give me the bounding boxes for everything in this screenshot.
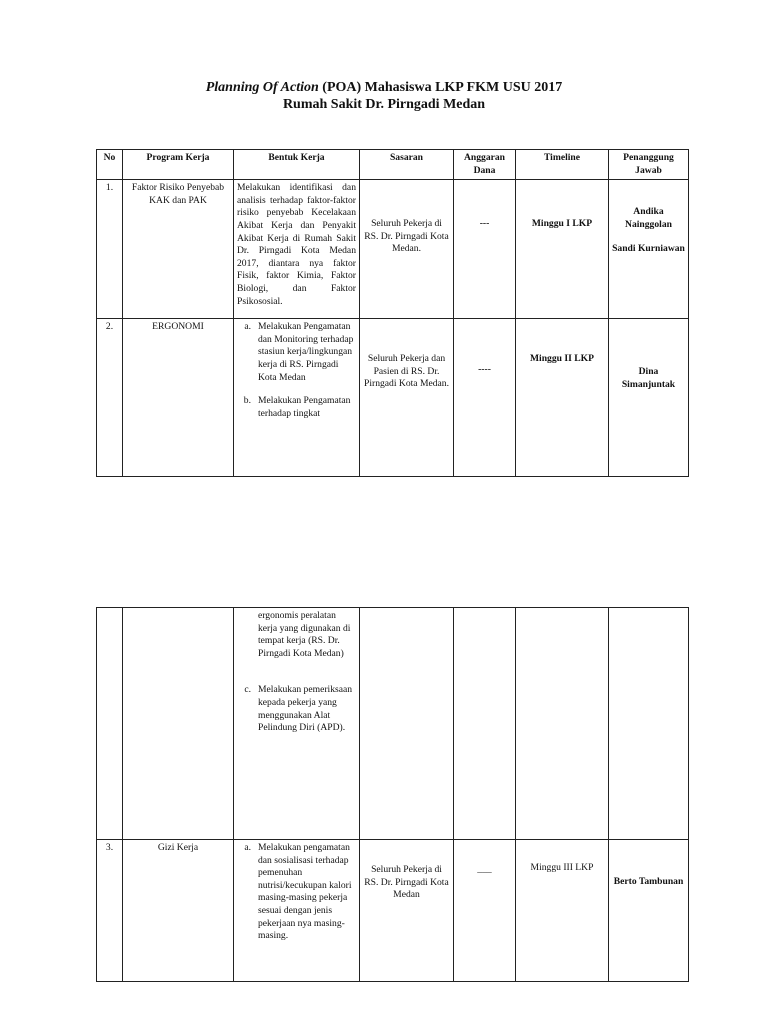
row-anggaran: ___	[454, 840, 516, 982]
table-header-row	[97, 150, 689, 180]
list-text: Melakukan pengamatan dan sosialisasi terhadap pemenuhan nutrisi/kecukupan kalori masing-masing pekerja sesuai dengan jenis pekerjaan nya masing-masing.	[258, 842, 352, 942]
row-penanggung-jawab	[609, 180, 689, 319]
list-marker: b.	[243, 395, 251, 407]
row-timeline	[516, 608, 609, 840]
pj-name: Sandi Kurniawan	[612, 243, 685, 255]
list-text: ergonomis peralatan kerja yang digunakan di tempat kerja (RS. Dr. Pirngadi Kota Medan)	[258, 610, 351, 659]
header-bentuk-kerja: Bentuk Kerja	[234, 150, 360, 180]
pj-name: Andika Nainggolan	[625, 206, 672, 230]
row-program	[123, 608, 234, 840]
row-penanggung-jawab	[609, 608, 689, 840]
row-no: 3.	[97, 840, 123, 982]
table-row	[97, 840, 689, 982]
row-timeline: Minggu II LKP	[516, 319, 609, 477]
row-anggaran	[454, 608, 516, 840]
header-no: No	[97, 150, 123, 180]
list-item	[237, 321, 356, 384]
row-no: 2.	[97, 319, 123, 477]
row-bentuk: Melakukan identifikasi dan analisis terhadap faktor-faktor risiko penyebab Kecelakaan Akibat Kerja dan Penyakit Akibat Kerja di Rumah Sakit Dr. Pirngadi Kota Medan 2017, diantara nya faktor Fisik, faktor Kimia, Faktor Biologi, dan Faktor Psikososial.	[234, 180, 360, 319]
title-rest: (POA) Mahasiswa LKP FKM USU 2017	[318, 80, 563, 95]
title-italic-part: Planning Of Action	[205, 80, 319, 95]
list-item	[237, 610, 356, 660]
list-item	[237, 842, 356, 943]
list-text: Melakukan Pengamatan terhadap tingkat	[258, 395, 351, 419]
page-title	[0, 79, 768, 96]
header-penanggung-jawab: Penanggung Jawab	[609, 150, 689, 180]
row-sasaran	[360, 608, 454, 840]
row-program: Faktor Risiko Penyebab KAK dan PAK	[123, 180, 234, 319]
poa-table	[96, 149, 689, 477]
header-timeline: Timeline	[516, 150, 609, 180]
list-item	[237, 684, 356, 734]
row-sasaran: Seluruh Pekerja di RS. Dr. Pirngadi Kota Medan	[360, 840, 454, 982]
row-sasaran: Seluruh Pekerja dan Pasien di RS. Dr. Pirngadi Kota Medan.	[360, 319, 454, 477]
list-item	[237, 395, 356, 420]
row-bentuk	[234, 608, 360, 840]
row-penanggung-jawab: Dina Simanjuntak	[609, 319, 689, 477]
list-marker: a.	[244, 321, 251, 333]
row-bentuk	[234, 840, 360, 982]
row-no	[97, 608, 123, 840]
table-row	[97, 608, 689, 840]
list-marker: c.	[244, 684, 251, 696]
row-sasaran: Seluruh Pekerja di RS. Dr. Pirngadi Kota Medan.	[360, 180, 454, 319]
list-text: Melakukan pemeriksaan kepada pekerja yang menggunakan Alat Pelindung Diri (APD).	[258, 684, 353, 734]
row-program: ERGONOMI	[123, 319, 234, 477]
row-anggaran: ---	[454, 180, 516, 319]
row-timeline: Minggu I LKP	[516, 180, 609, 319]
row-penanggung-jawab: Berto Tambunan	[609, 840, 689, 982]
row-bentuk	[234, 319, 360, 477]
table-row	[97, 319, 689, 477]
header-anggaran-dana: Anggaran Dana	[454, 150, 516, 180]
row-timeline: Minggu III LKP	[516, 840, 609, 982]
table-row	[97, 180, 689, 319]
list-marker: a.	[244, 842, 251, 853]
row-no: 1.	[97, 180, 123, 319]
row-anggaran: ----	[454, 319, 516, 477]
page-subtitle: Rumah Sakit Dr. Pirngadi Medan	[282, 97, 486, 112]
list-text: Melakukan Pengamatan dan Monitoring terhadap stasiun kerja/lingkungan kerja di RS. Pirngadi Kota Medan	[258, 321, 354, 383]
header-program-kerja: Program Kerja	[123, 150, 234, 180]
row-program: Gizi Kerja	[123, 840, 234, 982]
poa-table-continued	[96, 607, 689, 982]
header-sasaran: Sasaran	[360, 150, 454, 180]
